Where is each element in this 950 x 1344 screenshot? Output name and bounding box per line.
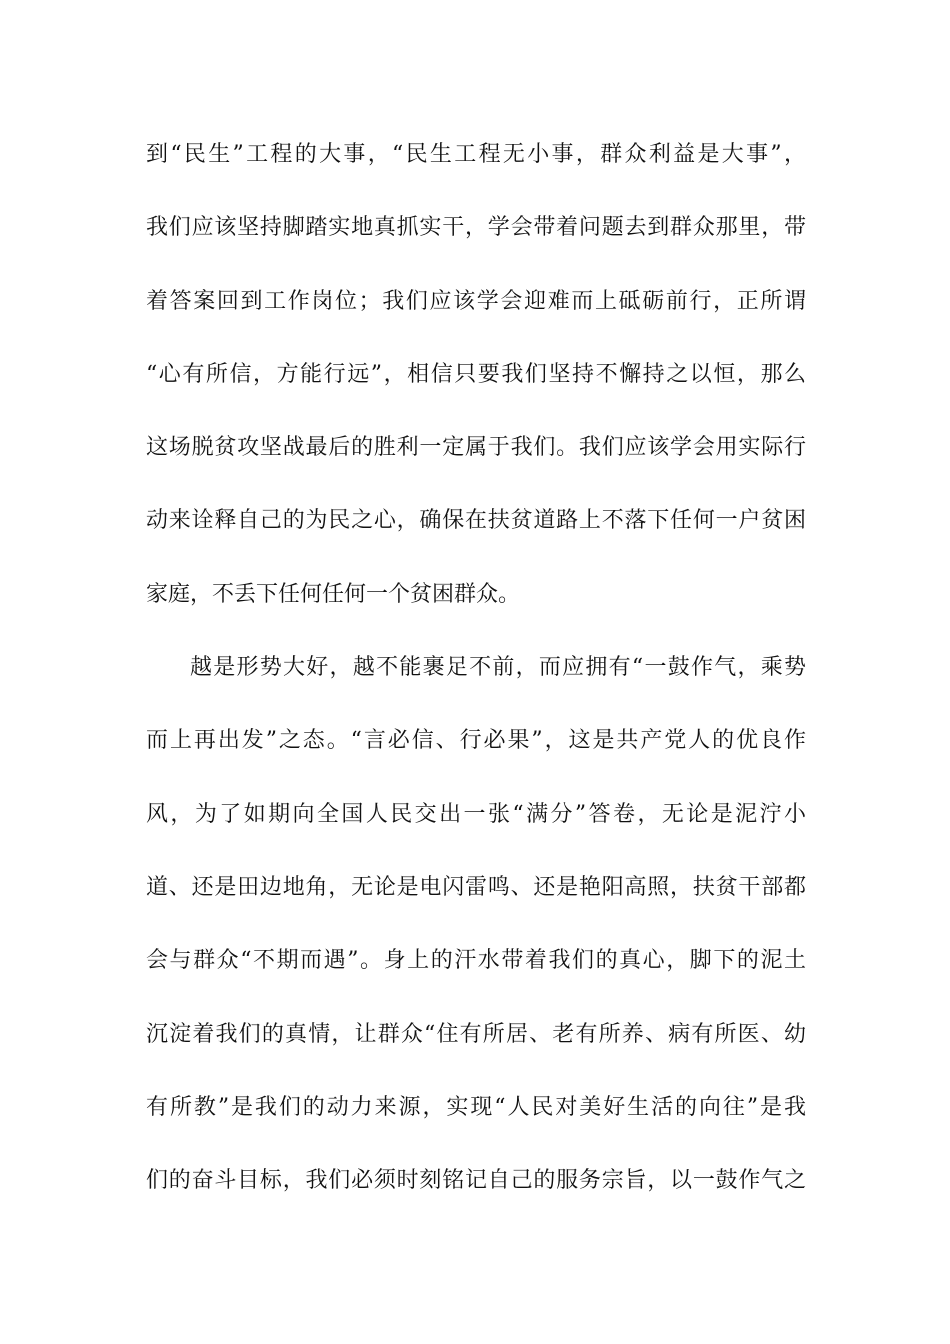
text-line: 会与群众“不期而遇”。身上的汗水带着我们的真心，脚下的泥土 [146, 948, 806, 974]
text-line: 动来诠释自己的为民之心，确保在扶贫道路上不落下任何一户贫困 [146, 508, 806, 534]
text-line: “心有所信，方能行远”，相信只要我们坚持不懈持之以恒，那么 [146, 361, 806, 387]
text-line: 有所教”是我们的动力来源，实现“人民对美好生活的向往”是我 [146, 1094, 806, 1120]
text-line: 沉淀着我们的真情，让群众“住有所居、老有所养、病有所医、幼 [146, 1021, 806, 1047]
text-line: 道、还是田边地角，无论是电闪雷鸣、还是艳阳高照，扶贫干部都 [146, 874, 806, 900]
paragraph-start-line: 越是形势大好，越不能裹足不前，而应拥有“一鼓作气，乘势 [190, 655, 806, 681]
text-line: 风，为了如期向全国人民交出一张“满分”答卷，无论是泥泞小 [146, 801, 806, 827]
text-line: 我们应该坚持脚踏实地真抓实干，学会带着问题去到群众那里，带 [146, 215, 806, 241]
text-line: 到“民生”工程的大事，“民生工程无小事，群众利益是大事”， [146, 142, 806, 167]
text-line: 家庭，不丢下任何任何一个贫困群众。 [146, 581, 521, 607]
text-line: 这场脱贫攻坚战最后的胜利一定属于我们。我们应该学会用实际行 [146, 435, 806, 461]
text-line: 们的奋斗目标，我们必须时刻铭记自己的服务宗旨，以一鼓作气之 [146, 1168, 806, 1194]
text-line: 而上再出发”之态。“言必信、行必果”，这是共产党人的优良作 [146, 728, 806, 754]
text-line: 着答案回到工作岗位；我们应该学会迎难而上砥砺前行，正所谓 [146, 288, 806, 314]
document-body [146, 130, 806, 1229]
